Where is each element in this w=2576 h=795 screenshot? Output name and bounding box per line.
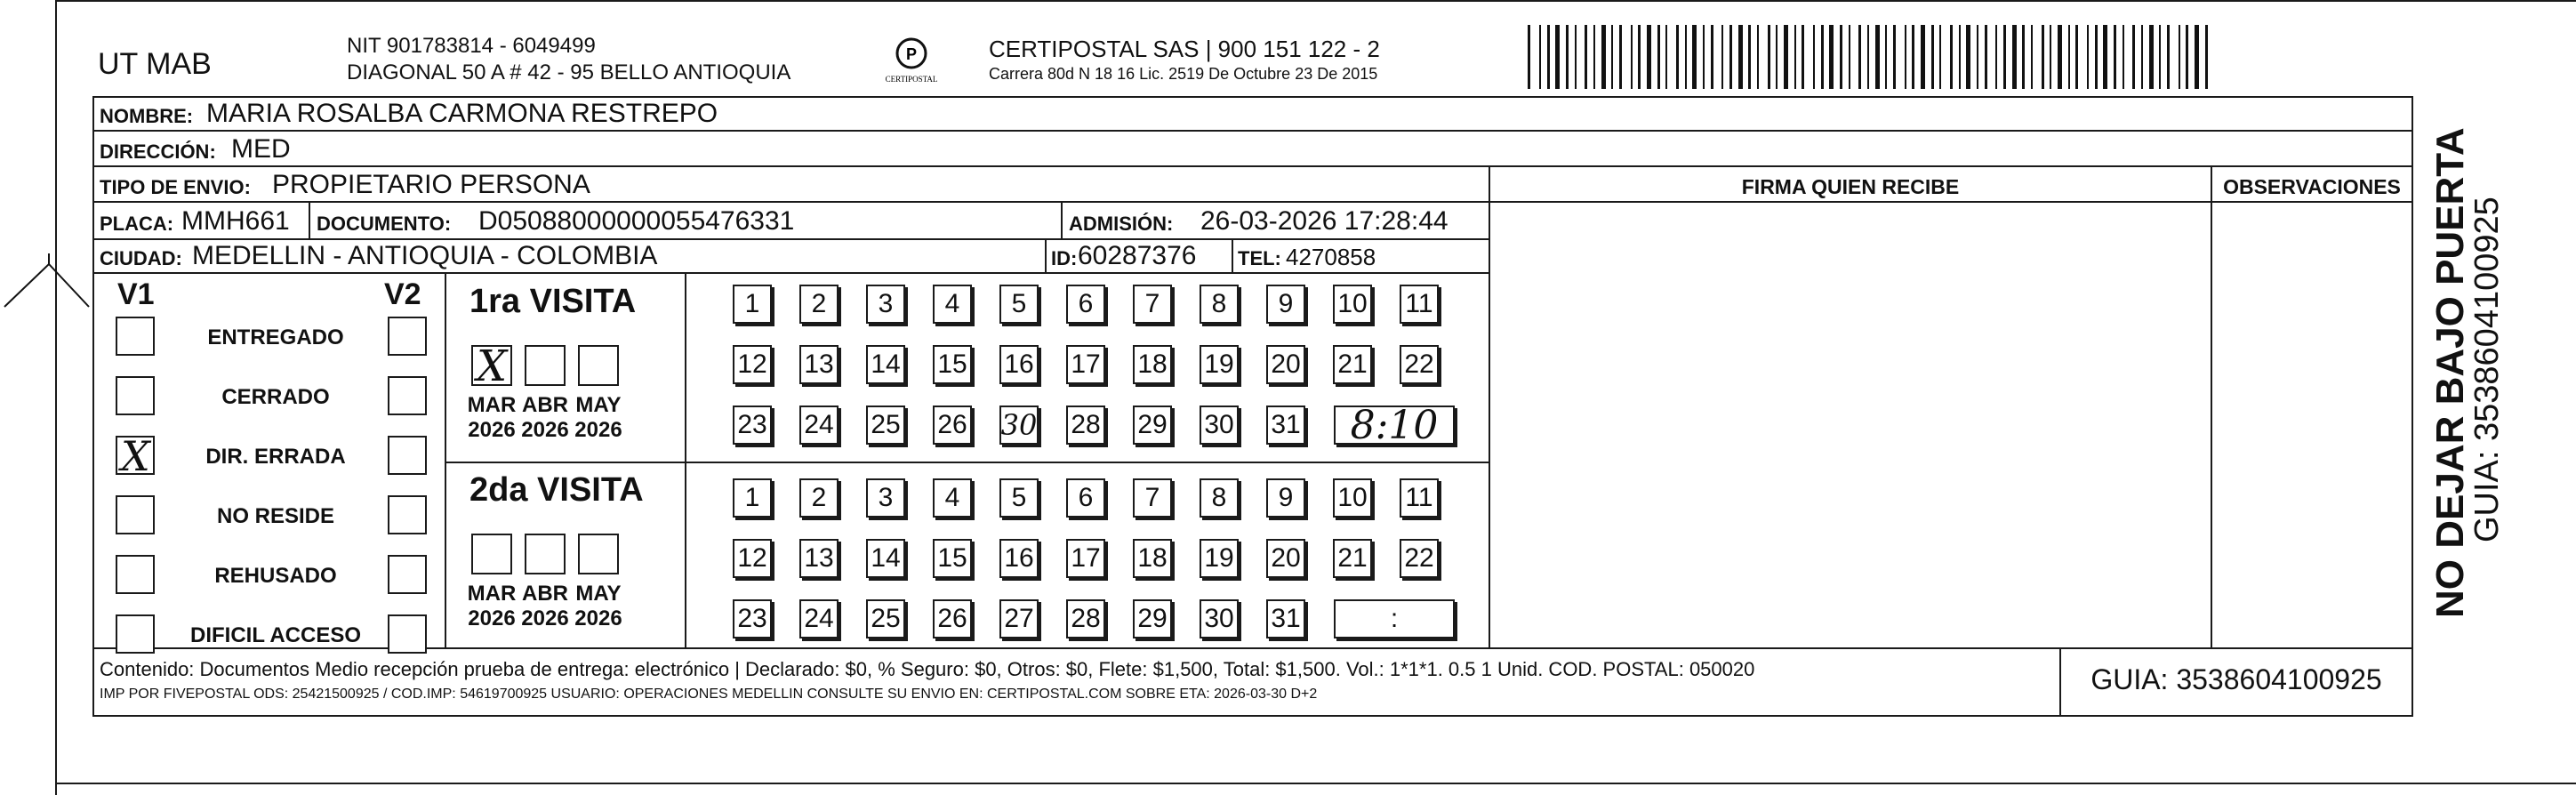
carrier-name: CERTIPOSTAL SAS | 900 151 122 - 2 [989,36,1380,62]
day-checkbox[interactable]: 15 [933,539,972,578]
barcode-bar [1757,25,1759,89]
form-border-bottom [92,715,2413,717]
month-checkbox[interactable] [471,534,512,574]
barcode-bar [1829,25,1834,89]
nombre-value: MARIA ROSALBA CARMONA RESTREPO [206,99,718,128]
day-checkbox[interactable]: 20 [1266,345,1305,384]
tel-label: TEL: [1238,247,1281,269]
month-checkbox[interactable] [578,345,619,386]
placa-label: PLACA: [100,213,174,235]
day-checkbox[interactable]: 8 [1200,285,1239,324]
handwritten-day: 30 [1000,408,1038,442]
barcode-bar [2123,25,2124,89]
day-checkbox[interactable]: 26 [933,599,972,638]
day-checkbox[interactable]: 8 [1200,478,1239,518]
barcode-bar [1665,25,1667,89]
visit1-title: 1ra VISITA [469,283,637,320]
day-checkbox[interactable]: 14 [866,345,905,384]
day-checkbox[interactable]: 24 [799,599,839,638]
barcode-bar [1784,25,1788,89]
day-checkbox[interactable]: 10 [1333,478,1372,518]
company-name: UT MAB [98,47,212,81]
v1-header: V1 [117,277,155,311]
company-address: DIAGONAL 50 A # 42 - 95 BELLO ANTIOQUIA [347,60,791,84]
signature-area[interactable] [1490,203,2211,647]
barcode-bar [1703,25,1705,89]
day-checkbox[interactable]: 2 [799,285,839,324]
placa-value: MMH661 [181,206,290,236]
v2-checkbox[interactable] [388,555,427,594]
day-checkbox[interactable]: 2 [799,478,839,518]
v1-checkbox[interactable] [116,555,155,594]
day-checkbox[interactable]: 22 [1400,539,1439,578]
barcode-bar [1738,25,1743,89]
barcode-bar [1619,25,1622,89]
barcode-bar [1849,25,1850,89]
svg-text:CERTIPOSTAL: CERTIPOSTAL [885,75,938,84]
day-checkbox[interactable]: 11 [1400,285,1439,324]
v1-checkbox[interactable] [116,495,155,534]
barcode-bar [2141,25,2143,89]
documento-value: D05088000000055476331 [478,206,795,236]
barcode-bar [2095,25,2098,89]
barcode-bar [1776,25,1778,89]
day-checkbox[interactable]: 23 [733,406,772,445]
month-label: ABR 2026 [521,393,569,442]
footer-imp: IMP POR FIVEPOSTAL ODS: 25421500925 / COD.IMP: 54619700925 USUARIO: OPERACIONES MEDELLIN CONSULTE SU ENVIO EN: CERTIPOSTAL.COM SOBRE ETA: 2026-03-30 D+2 [100,687,1318,702]
day-checkbox[interactable]: 22 [1400,345,1439,384]
barcode-bar [2058,25,2062,89]
barcode-bar [1638,25,1641,89]
month-label: ABR 2026 [521,582,569,630]
month-label: MAR 2026 [467,393,517,442]
barcode-bar [1858,25,1861,89]
barcode-bar [2103,25,2107,89]
barcode-bar [2167,25,2170,89]
barcode-bar [1921,25,1925,89]
day-checkbox[interactable] [999,406,1039,445]
day-checkbox[interactable]: 24 [799,406,839,445]
scan-arrow-mark [0,253,98,342]
no-dejar-warning: NO DEJAR BAJO PUERTA [2428,127,2472,618]
barcode-bar [2003,25,2006,89]
day-checkbox[interactable]: 6 [1066,285,1105,324]
barcode-bar [1729,25,1732,89]
v2-checkbox[interactable] [388,436,427,475]
status-option-label: CERRADO [221,385,330,409]
day-checkbox[interactable]: 25 [866,599,905,638]
day-checkbox[interactable]: 21 [1333,345,1372,384]
carrier-license: Carrera 80d N 18 16 Lic. 2519 De Octubre 23 De 2015 [989,65,1378,83]
certipostal-logo [876,34,947,87]
day-checkbox[interactable]: 19 [1200,345,1239,384]
barcode-bar [2205,25,2208,89]
day-checkbox[interactable]: 28 [1066,599,1105,638]
day-checkbox[interactable]: 4 [933,478,972,518]
day-checkbox[interactable]: 12 [733,345,772,384]
barcode-bar [1959,25,1961,89]
observations-area[interactable] [2212,203,2411,647]
outer-border-top [55,0,2576,2]
status-option-label: REHUSADO [214,564,337,588]
barcode-bar [1840,25,1842,89]
barcode-bar [2087,25,2089,89]
svg-text:P: P [905,45,918,63]
barcode-bar [1995,25,1997,89]
direccion-label: DIRECCIÓN: [100,141,216,163]
form-border-top [92,96,2413,98]
barcode-bar [1867,25,1869,89]
v1-checkbox[interactable] [116,614,155,654]
barcode [1528,25,2212,89]
barcode-bar [2179,25,2180,89]
tipo-envio-value: PROPIETARIO PERSONA [272,170,590,199]
day-checkbox[interactable]: 31 [1266,406,1305,445]
barcode-bar [1547,25,1550,89]
v2-checkbox[interactable] [388,317,427,356]
footer-contenido: Contenido: Documentos Medio recepción prueba de entrega: electrónico | Declarado: $0, % Seguro: $0, Otros: $0, Flete: $1,500, Total: $1,500. Vol.: 1*1*1. 0.5 1 Unid. COD. POSTAL: 050020 [100,658,1755,680]
barcode-bar [2132,25,2135,89]
day-checkbox[interactable]: 1 [733,285,772,324]
barcode-bar [1985,25,1987,89]
v2-checkbox[interactable] [388,376,427,415]
barcode-bar [2042,25,2044,89]
day-checkbox[interactable]: 26 [933,406,972,445]
barcode-bar [1585,25,1587,89]
id-label: ID: [1051,247,1078,269]
day-checkbox[interactable]: 19 [1200,539,1239,578]
id-value: 60287376 [1078,241,1197,270]
time-field[interactable]: 8:10 [1334,406,1455,445]
day-checkbox[interactable]: 18 [1133,345,1172,384]
outer-border-bottom [55,783,2576,784]
ciudad-label: CIUDAD: [100,247,182,269]
barcode-bar [2149,25,2154,89]
day-checkbox[interactable]: 23 [733,599,772,638]
status-option-label: DIR. ERRADA [205,445,346,469]
barcode-bar [1611,25,1613,89]
barcode-bar [1813,25,1815,89]
barcode-bar [2159,25,2161,89]
tel-value: 4270858 [1286,244,1376,270]
month-checkbox[interactable] [525,345,566,386]
day-checkbox[interactable]: 9 [1266,285,1305,324]
barcode-bar [1966,25,1970,89]
barcode-bar [1768,25,1770,89]
nombre-label: NOMBRE: [100,105,194,127]
v2-header: V2 [384,277,421,311]
day-checkbox[interactable]: 17 [1066,345,1105,384]
month-checkbox[interactable] [471,341,512,391]
barcode-bar [1821,25,1824,89]
day-checkbox[interactable]: 27 [999,599,1039,638]
day-checkbox[interactable]: 7 [1133,478,1172,518]
firma-header: FIRMA QUIEN RECIBE [1741,175,1960,198]
v1-checkbox[interactable] [116,376,155,415]
barcode-bar [2195,25,2199,89]
day-checkbox[interactable]: 5 [999,478,1039,518]
admision-label: ADMISIÓN: [1069,213,1174,235]
day-checkbox[interactable]: 16 [999,539,1039,578]
day-checkbox[interactable]: 14 [866,539,905,578]
check-mark-icon: X [477,341,508,391]
barcode-bar [1685,25,1687,89]
barcode-bar [2186,25,2188,89]
day-checkbox[interactable]: 25 [866,406,905,445]
barcode-bar [1977,25,1978,89]
barcode-bar [2068,25,2070,89]
day-checkbox[interactable]: 13 [799,539,839,578]
day-checkbox[interactable]: 6 [1066,478,1105,518]
barcode-bar [2012,25,2017,89]
documento-label: DOCUMENTO: [317,213,452,235]
day-checkbox[interactable]: 21 [1333,539,1372,578]
month-label: MAY 2026 [574,582,622,630]
barcode-bar [1893,25,1896,89]
v1-checkbox[interactable] [116,317,155,356]
barcode-bar [2114,25,2116,89]
barcode-bar [1794,25,1796,89]
side-guia: GUIA: 3538604100925 [2468,197,2506,542]
day-checkbox[interactable]: 5 [999,285,1039,324]
day-checkbox[interactable]: 28 [1066,406,1105,445]
barcode-bar [2022,25,2025,89]
nit-text: NIT 901783814 - 6049499 [347,34,596,58]
direccion-value: MED [231,134,291,164]
day-checkbox[interactable]: 15 [933,345,972,384]
day-checkbox[interactable]: 29 [1133,406,1172,445]
barcode-bar [1555,25,1560,89]
time-field[interactable]: : [1334,599,1455,638]
status-option-label: DIFICIL ACCESO [189,623,361,647]
v2-checkbox[interactable] [388,614,427,654]
month-label: MAY 2026 [574,393,622,442]
barcode-bar [1875,25,1880,89]
barcode-bar [1939,25,1941,89]
day-checkbox[interactable]: 30 [1200,406,1239,445]
month-label: MAR 2026 [467,582,517,630]
admision-value: 26-03-2026 17:28:44 [1200,206,1448,236]
barcode-bar [1692,25,1697,89]
barcode-bar [2075,25,2078,89]
month-checkbox[interactable] [578,534,619,574]
barcode-bar [1575,25,1577,89]
barcode-bar [1647,25,1651,89]
barcode-bar [1950,25,1953,89]
day-checkbox[interactable]: 9 [1266,478,1305,518]
ciudad-value: MEDELLIN - ANTIOQUIA - COLOMBIA [192,241,658,270]
day-checkbox[interactable]: 1 [733,478,772,518]
month-checkbox[interactable] [525,534,566,574]
day-checkbox[interactable]: 20 [1266,539,1305,578]
form-border-left [92,96,94,717]
barcode-bar [1657,25,1660,89]
day-checkbox[interactable]: 13 [799,345,839,384]
day-checkbox[interactable]: 18 [1133,539,1172,578]
barcode-bar [2031,25,2033,89]
barcode-bar [1905,25,1906,89]
barcode-bar [1885,25,1887,89]
observaciones-header: OBSERVACIONES [2223,175,2401,198]
barcode-bar [1748,25,1751,89]
outer-border-left [55,0,57,795]
day-checkbox[interactable]: 3 [866,285,905,324]
v1-checkbox[interactable] [116,432,155,480]
day-checkbox[interactable]: 29 [1133,599,1172,638]
day-checkbox[interactable]: 10 [1333,285,1372,324]
form-border-right [2411,96,2413,717]
barcode-bar [1711,25,1713,89]
day-checkbox[interactable]: 30 [1200,599,1239,638]
barcode-bar [1931,25,1934,89]
barcode-bar [1566,25,1569,89]
barcode-bar [1601,25,1606,89]
day-checkbox[interactable]: 12 [733,539,772,578]
day-checkbox[interactable]: 31 [1266,599,1305,638]
barcode-bar [1676,25,1679,89]
barcode-bar [1539,25,1541,89]
tipo-envio-label: TIPO DE ENVIO: [100,176,251,198]
day-checkbox[interactable]: 3 [866,478,905,518]
barcode-bar [1802,25,1804,89]
visit2-title: 2da VISITA [469,471,644,509]
barcode-bar [1528,25,1530,89]
status-option-label: NO RESIDE [216,504,335,528]
barcode-bar [1721,25,1723,89]
day-checkbox[interactable]: 16 [999,345,1039,384]
day-checkbox[interactable]: 11 [1400,478,1439,518]
footer-guia: GUIA: 3538604100925 [2090,663,2382,695]
barcode-bar [1912,25,1914,89]
barcode-bar [2050,25,2051,89]
day-checkbox[interactable]: 4 [933,285,972,324]
day-checkbox[interactable]: 7 [1133,285,1172,324]
day-checkbox[interactable]: 17 [1066,539,1105,578]
check-mark-icon: X [121,432,150,480]
status-option-label: ENTREGADO [207,325,344,349]
barcode-bar [1631,25,1633,89]
v2-checkbox[interactable] [388,495,427,534]
barcode-bar [1593,25,1595,89]
